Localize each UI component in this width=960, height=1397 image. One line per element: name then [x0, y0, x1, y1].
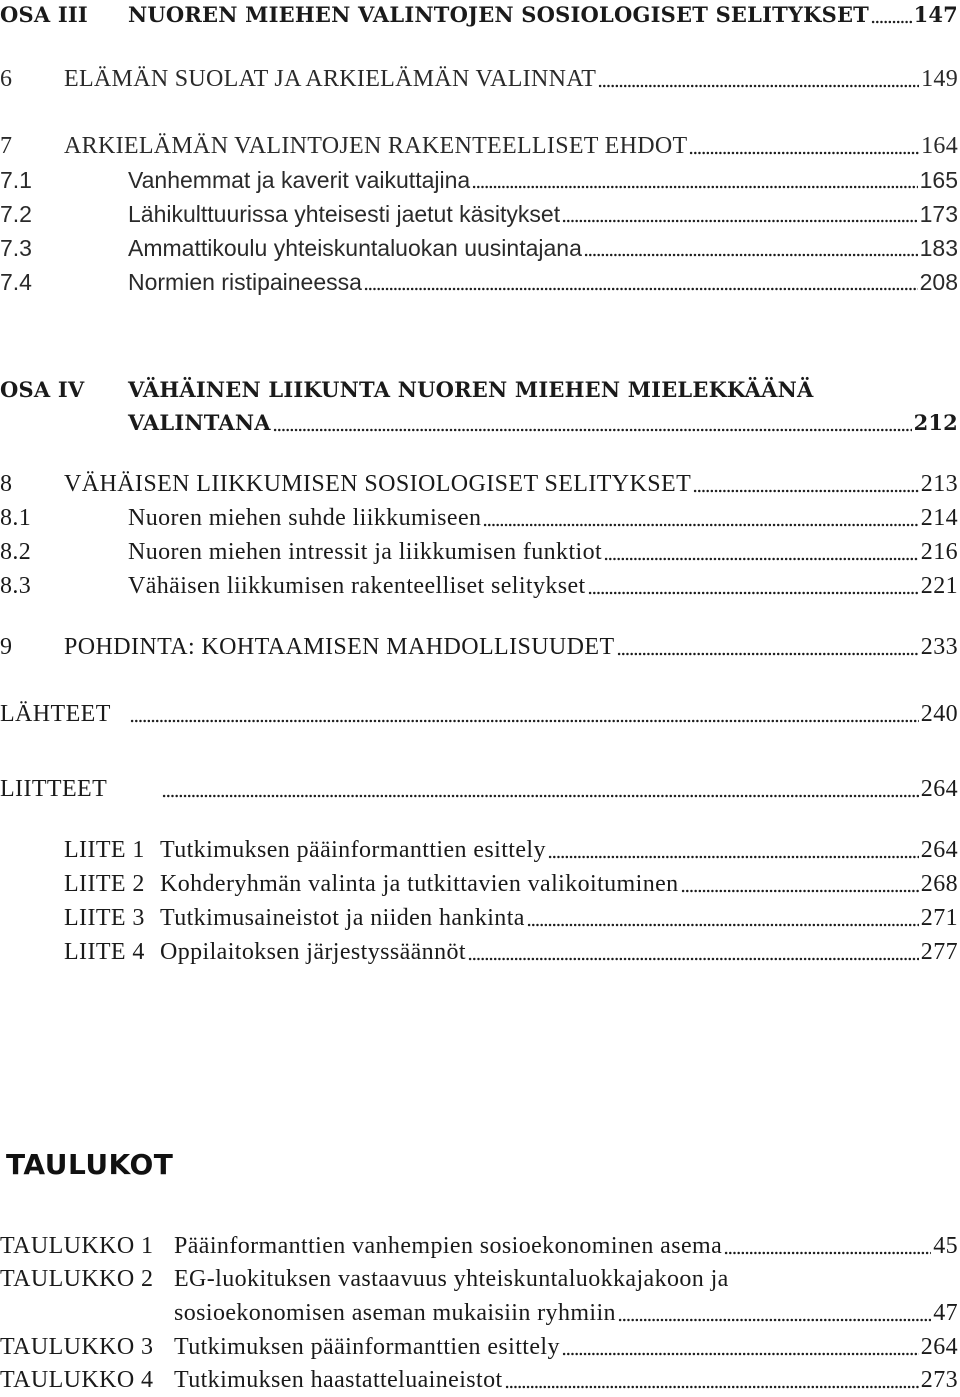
page-number: 268 [920, 871, 958, 897]
page-number: 273 [920, 1367, 958, 1393]
dot-leader [562, 1348, 919, 1356]
toc-appendix-1 [0, 837, 958, 867]
dot-leader [693, 485, 919, 493]
section-number: 8.1 [0, 505, 32, 531]
page-number: 47 [933, 1300, 958, 1326]
page-number: 212 [913, 410, 958, 435]
section-number: 7.4 [0, 269, 32, 295]
dot-leader [364, 283, 918, 291]
appendix-label: LIITE 3 [64, 905, 145, 931]
chapter-title: POHDINTA: KOHTAAMISEN MAHDOLLISUUDET [64, 634, 615, 660]
dot-leader [130, 715, 919, 723]
dot-leader [618, 1314, 931, 1322]
dot-leader [724, 1247, 931, 1255]
dot-leader [871, 16, 912, 24]
dot-leader [689, 147, 919, 155]
toc-chapter-8 [0, 471, 958, 501]
page-number: 221 [920, 573, 958, 599]
toc-chapter-6 [0, 66, 958, 96]
section-title: Nuoren miehen intressit ja liikkumisen funktiot [128, 539, 603, 565]
table-label: TAULUKKO 3 [0, 1334, 154, 1360]
table-label: TAULUKKO 4 [0, 1367, 154, 1393]
page-number: 271 [920, 905, 958, 931]
toc-appendices [0, 776, 958, 806]
toc-part-4-line-1 [0, 377, 958, 407]
chapter-number: 7 [0, 133, 13, 159]
appendix-title: Tutkimusaineistot ja niiden hankinta [160, 905, 525, 931]
section-number: 8.2 [0, 539, 32, 565]
part-label: OSA III [0, 2, 88, 27]
appendix-label: LIITE 2 [64, 871, 145, 897]
dot-leader [527, 919, 919, 927]
page-number: 264 [920, 837, 958, 863]
toc-table-4 [0, 1367, 958, 1397]
tables-heading: TAULUKOT [6, 1148, 174, 1181]
section-number: 7.1 [0, 167, 32, 193]
toc-section-7-1 [0, 167, 958, 197]
page-number: 183 [919, 235, 958, 261]
dot-leader [162, 790, 919, 798]
section-title: Normien ristipaineessa [128, 269, 362, 295]
appendices-title: LIITTEET [0, 776, 108, 802]
table-title: Tutkimuksen haastatteluaineistot [174, 1367, 503, 1393]
part-title: NUOREN MIEHEN VALINTOJEN SOSIOLOGISET SELITYKSET [128, 2, 870, 27]
toc-section-8-1 [0, 505, 958, 535]
toc-section-7-3 [0, 235, 958, 265]
toc-section-7-2 [0, 201, 958, 231]
toc-table-2-line-2 [0, 1300, 958, 1330]
section-title: Vähäisen liikkumisen rakenteelliset selitykset [128, 573, 586, 599]
references-title: LÄHTEET [0, 701, 111, 727]
page-number: 173 [919, 201, 958, 227]
chapter-title: ARKIELÄMÄN VALINTOJEN RAKENTEELLISET EHDOT [64, 133, 688, 159]
toc-appendix-2 [0, 871, 958, 901]
table-title-continued: sosioekonomisen aseman mukaisiin ryhmiin [174, 1300, 616, 1326]
dot-leader [604, 553, 919, 561]
chapter-number: 8 [0, 471, 13, 497]
toc-table-1 [0, 1233, 958, 1263]
dot-leader [483, 519, 918, 527]
page-number: 216 [920, 539, 958, 565]
part-title-continued: VALINTANA [128, 410, 271, 435]
part-label: OSA IV [0, 377, 85, 402]
appendix-title: Kohderyhmän valinta ja tutkittavien valikoituminen [160, 871, 679, 897]
toc-table-3 [0, 1334, 958, 1364]
chapter-title: VÄHÄISEN LIIKKUMISEN SOSIOLOGISET SELITYKSET [64, 471, 692, 497]
table-label: TAULUKKO 2 [0, 1266, 154, 1292]
appendix-label: LIITE 1 [64, 837, 145, 863]
table-title: Pääinformanttien vanhempien sosioekonominen asema [174, 1233, 723, 1259]
dot-leader [598, 80, 919, 88]
appendix-label: LIITE 4 [64, 939, 145, 965]
dot-leader [588, 587, 919, 595]
page-number: 214 [920, 505, 958, 531]
chapter-number: 9 [0, 634, 13, 660]
section-title: Vanhemmat ja kaverit vaikuttajina [128, 167, 471, 193]
toc-section-8-2 [0, 539, 958, 569]
page-number: 233 [920, 634, 958, 660]
page-number: 208 [919, 269, 958, 295]
dot-leader [584, 249, 918, 257]
toc-appendix-3 [0, 905, 958, 935]
toc-references [0, 701, 958, 731]
chapter-number: 6 [0, 66, 13, 92]
page-number: 164 [921, 133, 958, 159]
appendix-title: Tutkimuksen pääinformanttien esittely [160, 837, 546, 863]
dot-leader [681, 885, 919, 893]
dot-leader [273, 424, 912, 432]
dot-leader [468, 953, 919, 961]
dot-leader [505, 1381, 919, 1389]
dot-leader [562, 215, 918, 223]
page-number: 277 [920, 939, 958, 965]
chapter-title: ELÄMÄN SUOLAT JA ARKIELÄMÄN VALINNAT [64, 66, 597, 92]
dot-leader [548, 851, 919, 859]
page-number: 213 [920, 471, 958, 497]
page-number: 264 [920, 776, 958, 802]
page-number: 165 [919, 167, 958, 193]
section-number: 7.2 [0, 201, 32, 227]
toc-table-2-line-1 [0, 1266, 958, 1296]
dot-leader [617, 648, 919, 656]
table-title: EG-luokituksen vastaavuus yhteiskuntaluokkajakoon ja [174, 1266, 729, 1292]
toc-section-7-4 [0, 269, 958, 299]
toc-section-8-3 [0, 573, 958, 603]
section-title: Ammattikoulu yhteiskuntaluokan uusintajana [128, 235, 582, 261]
toc-chapter-9 [0, 634, 958, 664]
section-number: 7.3 [0, 235, 32, 261]
section-title: Lähikulttuurissa yhteisesti jaetut käsitykset [128, 201, 561, 227]
toc-part-4-line-2 [0, 410, 958, 440]
toc-chapter-7 [0, 133, 958, 163]
dot-leader [472, 181, 917, 189]
section-title: Nuoren miehen suhde liikkumiseen [128, 505, 482, 531]
toc-part-3 [0, 2, 958, 32]
page-number: 264 [920, 1334, 958, 1360]
part-title: VÄHÄINEN LIIKUNTA NUOREN MIEHEN MIELEKKÄÄNÄ [128, 377, 814, 402]
page-number: 149 [921, 66, 958, 92]
section-number: 8.3 [0, 573, 32, 599]
page-number: 45 [933, 1233, 958, 1259]
table-title: Tutkimuksen pääinformanttien esittely [174, 1334, 560, 1360]
appendix-title: Oppilaitoksen järjestyssäännöt [160, 939, 466, 965]
page-number: 240 [920, 701, 958, 727]
toc-appendix-4 [0, 939, 958, 969]
table-label: TAULUKKO 1 [0, 1233, 154, 1259]
page-number: 147 [913, 2, 958, 27]
